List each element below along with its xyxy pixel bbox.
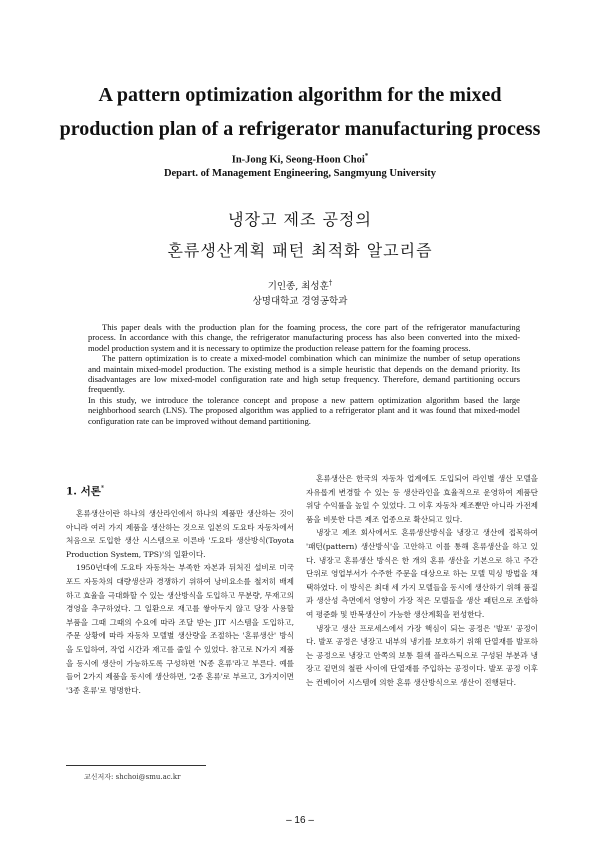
abstract-paragraph-1: This paper deals with the production plan for the foaming process, the core part of the refrigerator manufacturing process. In accordance with this change, the refrigerator manufacturing process has also been converted into the mixed-model production system and it is necessary to optimize the production release pattern for the foaming process. (88, 322, 520, 353)
korean-title-line-1: 냉장고 제조 공정의 (228, 210, 372, 229)
section-heading-text: 1. 서론 (66, 485, 101, 498)
korean-affiliation: 상명대학교 경영공학과 (252, 296, 348, 308)
body-right-column (306, 472, 538, 690)
english-title-line-1: A pattern optimization algorithm for the mixed (98, 84, 502, 106)
section-heading (66, 482, 294, 499)
page-number: – 16 – (286, 815, 314, 826)
footnote-divider (66, 765, 206, 766)
author-names-text: In-Jong Ki, Seong-Hoon Choi (231, 154, 365, 166)
body-right-paragraph-1: 혼류생산은 한국의 자동차 업계에도 도입되어 라인별 생산 모델을 자유롭게 변경할 수 있는 등 생산라인을 효율적으로 운영하여 제품단위당 수익률을 높일 수 있었다. 그 이후 자동차 제조뿐만 아니라 가전제품을 비롯한 다른 제조 업종으로 확산되고 있다. (306, 474, 538, 524)
body-left-paragraph-1: 혼류생산이란 하나의 생산라인에서 하나의 제품만 생산하는 것이 아니라 여러 가지 제품을 생산하는 것으로 일본의 도요타 자동차에서 처음으로 도입한 생산 시스템으로 이른바 '도요타 생산방식(Toyota Production System, TPS)'의 일환이다. (66, 509, 294, 559)
abstract (88, 322, 520, 426)
body-left-column (66, 472, 294, 697)
korean-author-block (40, 276, 560, 309)
abstract-paragraph-3: In this study, we introduce the tolerance concept and propose a new pattern optimization algorithm based the large neighborhood search (LNS). The proposed algorithm was applied to a refrigerator plant and it was found that mixed-model configuration rate can be improved without demand partitioning. (88, 394, 520, 426)
abstract-paragraph-2: The pattern optimization is to create a mixed-model combination which can minimize the number of setup operations and maintain mixed-model production. The existing method is a simple heuristic that depends on the demand priority. Its disadvantages are low mixed-model configuration rate and high setup frequency. Therefore, demand partitioning occurs frequently. (88, 353, 520, 395)
english-affiliation: Depart. of Management Engineering, Sangmyung University (163, 167, 437, 179)
body-right-paragraph-2: 냉장고 제조 회사에서도 혼류생산방식을 냉장고 생산에 접목하여 '패턴(pattern) 생산방식'을 고안하고 이를 통해 혼류생산을 하고 있다. 냉장고 혼류생산 방식은 한 개의 혼류 생산을 기본으로 하고 주간 단위로 영업부서가 수주한 주문을 대상으로 하는 모델 믹싱 방법을 채택하였다. 이 방식은 최대 세 가지 모델들을 동시에 생산하기 위해 품질과 생산성 측면에서 영향이 가장 적은 모델들을 생산 패턴으로 조합하여 평준화 및 반복생산이 가능한 생산계획을 편성한다. (306, 528, 538, 619)
body-left-paragraph-2: 1950년대에 도요타 자동차는 부족한 자본과 뒤처진 설비로 미국 포드 자동차의 대량생산과 경쟁하기 위하여 낭비요소를 철저히 배제하고 효율을 극대화할 수 있는 생산방식을 도입하고 무분량, 무재고의 경영을 추구하였다. 그 일환으로 재고를 쌓아두지 않고 당장 사용할 부품을 그때 그때의 수요에 따라 조달 받는 JIT 시스템을 도입하고, 주문 상황에 따라 자동차 모델별 생산량을 조절하는 '혼류생산' 방식을 도입하여, 작업 시간과 재고를 줄일 수 있었다. 참고로 N가지 제품을 동시에 생산이 가능하도록 구성하면 'N종 혼류'라고 부른다. 예를 들어 2가지 제품을 동시에 생산하면, '2종 혼류'로 부르고, 3가지이면 '3종 혼류'로 명명한다. (66, 563, 294, 695)
corresponding-author-mark: * (364, 152, 369, 160)
korean-author-names-text: 기인종, 최성훈 (267, 281, 329, 293)
korean-title-line-2: 혼류생산계획 패턴 최적화 알고리즘 (167, 241, 433, 260)
english-author-block (40, 150, 560, 180)
section-footnote-mark: * (100, 484, 105, 492)
korean-author-mark: † (328, 279, 333, 287)
body-right-paragraph-3: 냉장고 생산 프로세스에서 가장 핵심이 되는 공정은 '발포' 공정이다. 발포 공정은 냉장고 내부의 냉기를 보호하기 위해 단열재를 발포하는 공정으로 냉장고 안쪽의 보통 흰색 플라스틱으로 구성된 부분과 냉장고 겉면의 철판 사이에 단열재를 주입하는 공정이다. 발포 공정 이후는 컨베이어 시스템에 의한 혼류 생산방식으로 생산이 진행된다. (306, 623, 538, 687)
english-title-line-2: production plan of a refrigerator manufacturing process (59, 118, 541, 140)
corresponding-author-footnote: 교신저자: shchoi@smu.ac.kr (84, 773, 181, 781)
english-author-names (40, 150, 560, 167)
korean-author-names (40, 276, 560, 294)
